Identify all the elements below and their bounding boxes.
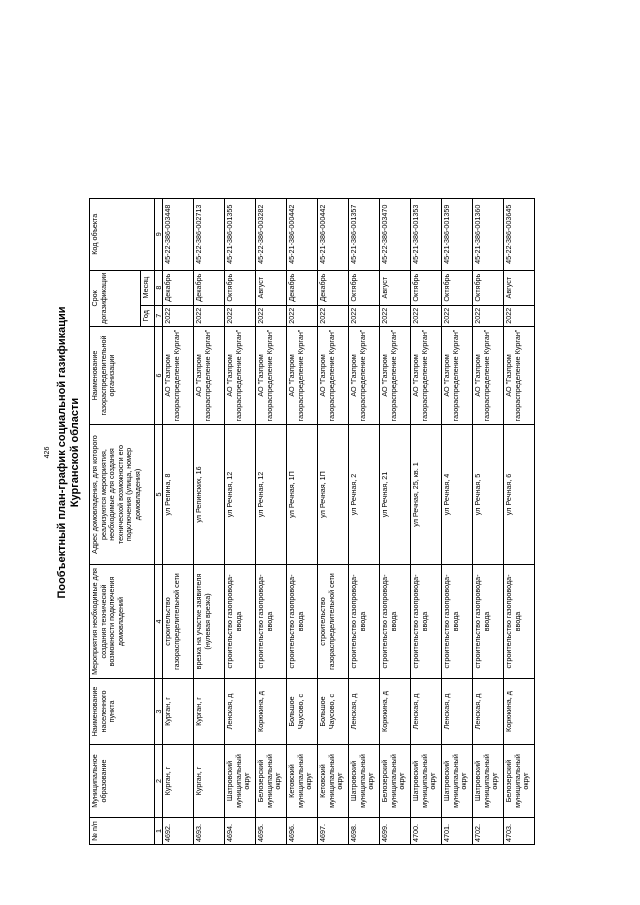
column-number: 4 [155,565,163,679]
column-number: 1 [155,818,163,845]
cell-object-code: 45-22-386-003470 [380,198,411,270]
page-number: 426 [44,446,51,459]
table-row [442,198,473,844]
cell-address: ул Речная, 4 [442,425,473,565]
cell-organization: АО "Газпром газораспределение Курган" [194,327,225,425]
cell-year: 2022 [256,305,287,326]
column-number-row [155,198,163,844]
table-row [473,198,504,844]
cell-settlement: Корюкина, д [380,679,411,745]
cell-year: 2022 [411,305,442,326]
cell-month: Декабрь [163,270,194,305]
header-object-code: Код объекта [90,198,155,270]
header-municipality: Муниципальное образование [90,745,155,818]
header-year: Год [141,305,155,326]
header-month: Месяц [141,270,155,305]
cell-measures: строительство газопровода-ввода [225,565,256,679]
header-measures: Мероприятия необходимые для создания технической возможности подключения домовладений [90,565,155,679]
table-row [318,198,349,844]
table-row [411,198,442,844]
cell-organization: АО "Газпром газораспределение Курган" [442,327,473,425]
cell-object-code: 45-21-386-000442 [318,198,349,270]
cell-organization: АО "Газпром газораспределение Курган" [287,327,318,425]
column-number: 2 [155,745,163,818]
cell-object-code: 45-22-386-003448 [163,198,194,270]
cell-month: Август [256,270,287,305]
cell-settlement: Ленская, д [349,679,380,745]
cell-organization: АО "Газпром газораспределение Курган" [225,327,256,425]
cell-year: 2022 [318,305,349,326]
cell-object-code: 45-21-386-000442 [287,198,318,270]
cell-municipality: Шатровский муниципальный округ [225,745,256,818]
column-number: 9 [155,198,163,270]
cell-settlement: Большое Чаусово, с [287,679,318,745]
table-row [380,198,411,844]
cell-row-number: 4695. [256,818,287,845]
header-num: № п/п [90,818,155,845]
cell-settlement: Корюкина, д [256,679,287,745]
cell-address: ул Речная, 21 [380,425,411,565]
cell-measures: строительство газопровода-ввода [287,565,318,679]
column-number: 8 [155,270,163,305]
column-number: 6 [155,327,163,425]
cell-settlement: Курган, г [194,679,225,745]
cell-organization: АО "Газпром газораспределение Курган" [349,327,380,425]
cell-year: 2022 [504,305,535,326]
column-number: 5 [155,425,163,565]
cell-municipality: Курган, г [163,745,194,818]
cell-object-code: 45-21-386-001357 [349,198,380,270]
cell-measures: строительство газопровода-ввода [504,565,535,679]
cell-address: ул Речная, 25, кв. 1 [411,425,442,565]
cell-address: ул Речная, 2 [349,425,380,565]
cell-organization: АО "Газпром газораспределение Курган" [504,327,535,425]
cell-month: Декабрь [194,270,225,305]
cell-row-number: 4692. [163,818,194,845]
table-body [163,198,535,844]
cell-row-number: 4702. [473,818,504,845]
cell-address: ул Репина, 8 [163,425,194,565]
cell-row-number: 4696. [287,818,318,845]
cell-settlement: Ленская, д [442,679,473,745]
cell-month: Октябрь [411,270,442,305]
cell-measures: строительство газопровода-ввода [349,565,380,679]
table-row [287,198,318,844]
cell-settlement: Ленская, д [225,679,256,745]
cell-month: Октябрь [473,270,504,305]
table-row [349,198,380,844]
column-number: 7 [155,305,163,326]
gasification-schedule-table [89,198,535,845]
cell-municipality: Курган, г [194,745,225,818]
cell-address: ул Речная, 12 [256,425,287,565]
table-row [504,198,535,844]
table-row [256,198,287,844]
title-line-1: Пообъектный план-график социальной газификации [56,306,68,599]
document-title [56,0,82,905]
cell-measures: строительство газопровода-ввода [256,565,287,679]
cell-month: Октябрь [225,270,256,305]
cell-address: ул Речная, 12 [225,425,256,565]
cell-measures: строительство газопровода-ввода [442,565,473,679]
cell-object-code: 45-22-386-003282 [256,198,287,270]
header-organization: Наименование газораспределительной организации [90,327,155,425]
cell-settlement: Ленская, д [473,679,504,745]
header-deadline: Срок догазификации [90,270,141,326]
header-settlement: Наименование населенного пункта [90,679,155,745]
cell-organization: АО "Газпром газораспределение Курган" [163,327,194,425]
cell-municipality: Кетовский муниципальный округ [287,745,318,818]
cell-object-code: 45-21-386-001359 [442,198,473,270]
cell-measures: строительство газораспределительной сети [318,565,349,679]
cell-row-number: 4693. [194,818,225,845]
cell-year: 2022 [442,305,473,326]
cell-row-number: 4700. [411,818,442,845]
cell-year: 2022 [473,305,504,326]
cell-measures: строительство газопровода-ввода [473,565,504,679]
cell-address: ул Речная, 1П [287,425,318,565]
cell-row-number: 4698. [349,818,380,845]
cell-object-code: 45-21-386-001355 [225,198,256,270]
cell-year: 2022 [225,305,256,326]
cell-organization: АО "Газпром газораспределение Курган" [256,327,287,425]
cell-row-number: 4701. [442,818,473,845]
cell-organization: АО "Газпром газораспределение Курган" [411,327,442,425]
cell-municipality: Шатровский муниципальный округ [411,745,442,818]
table-row [163,198,194,844]
cell-address: ул Речная, 6 [504,425,535,565]
cell-municipality: Белозерский муниципальный округ [256,745,287,818]
cell-year: 2022 [163,305,194,326]
cell-month: Август [504,270,535,305]
cell-address: ул Репинских, 16 [194,425,225,565]
cell-row-number: 4694. [225,818,256,845]
cell-year: 2022 [349,305,380,326]
cell-month: Декабрь [287,270,318,305]
cell-municipality: Кетовский муниципальный округ [318,745,349,818]
cell-measures: строительство газопровода-ввода [411,565,442,679]
cell-organization: АО "Газпром газораспределение Курган" [318,327,349,425]
cell-object-code: 45-21-386-001353 [411,198,442,270]
cell-month: Август [380,270,411,305]
cell-row-number: 4697. [318,818,349,845]
cell-municipality: Шатровский муниципальный округ [473,745,504,818]
cell-municipality: Белозерский муниципальный округ [504,745,535,818]
column-number: 3 [155,679,163,745]
cell-object-code: 45-22-386-003645 [504,198,535,270]
cell-month: Октябрь [349,270,380,305]
cell-year: 2022 [380,305,411,326]
cell-object-code: 45-22-386-002713 [194,198,225,270]
cell-year: 2022 [194,305,225,326]
cell-measures: строительство газораспределительной сети [163,565,194,679]
cell-month: Октябрь [442,270,473,305]
cell-municipality: Шатровский муниципальный округ [349,745,380,818]
header-address: Адрес домовладения, для которого реализуются мероприятия, необходимые для создания технической возможности его подключения (улица, номер домовладения) [90,425,155,565]
cell-organization: АО "Газпром газораспределение Курган" [473,327,504,425]
cell-object-code: 45-21-386-001360 [473,198,504,270]
cell-month: Декабрь [318,270,349,305]
cell-year: 2022 [287,305,318,326]
cell-measures: строительство газопровода-ввода [380,565,411,679]
cell-settlement: Ленская, д [411,679,442,745]
table-row [194,198,225,844]
table-row [225,198,256,844]
cell-settlement: Большое Чаусово, с [318,679,349,745]
cell-municipality: Белозерский муниципальный округ [380,745,411,818]
cell-address: ул Речная, 1П [318,425,349,565]
cell-settlement: Корюкина, д [504,679,535,745]
cell-settlement: Курган, г [163,679,194,745]
cell-organization: АО "Газпром газораспределение Курган" [380,327,411,425]
cell-row-number: 4699. [380,818,411,845]
cell-municipality: Шатровский муниципальный округ [442,745,473,818]
cell-address: ул Речная, 5 [473,425,504,565]
cell-measures: врезка на участке заявителя (нулевая врезка) [194,565,225,679]
title-line-2: Курганской области [69,397,81,508]
cell-row-number: 4703. [504,818,535,845]
